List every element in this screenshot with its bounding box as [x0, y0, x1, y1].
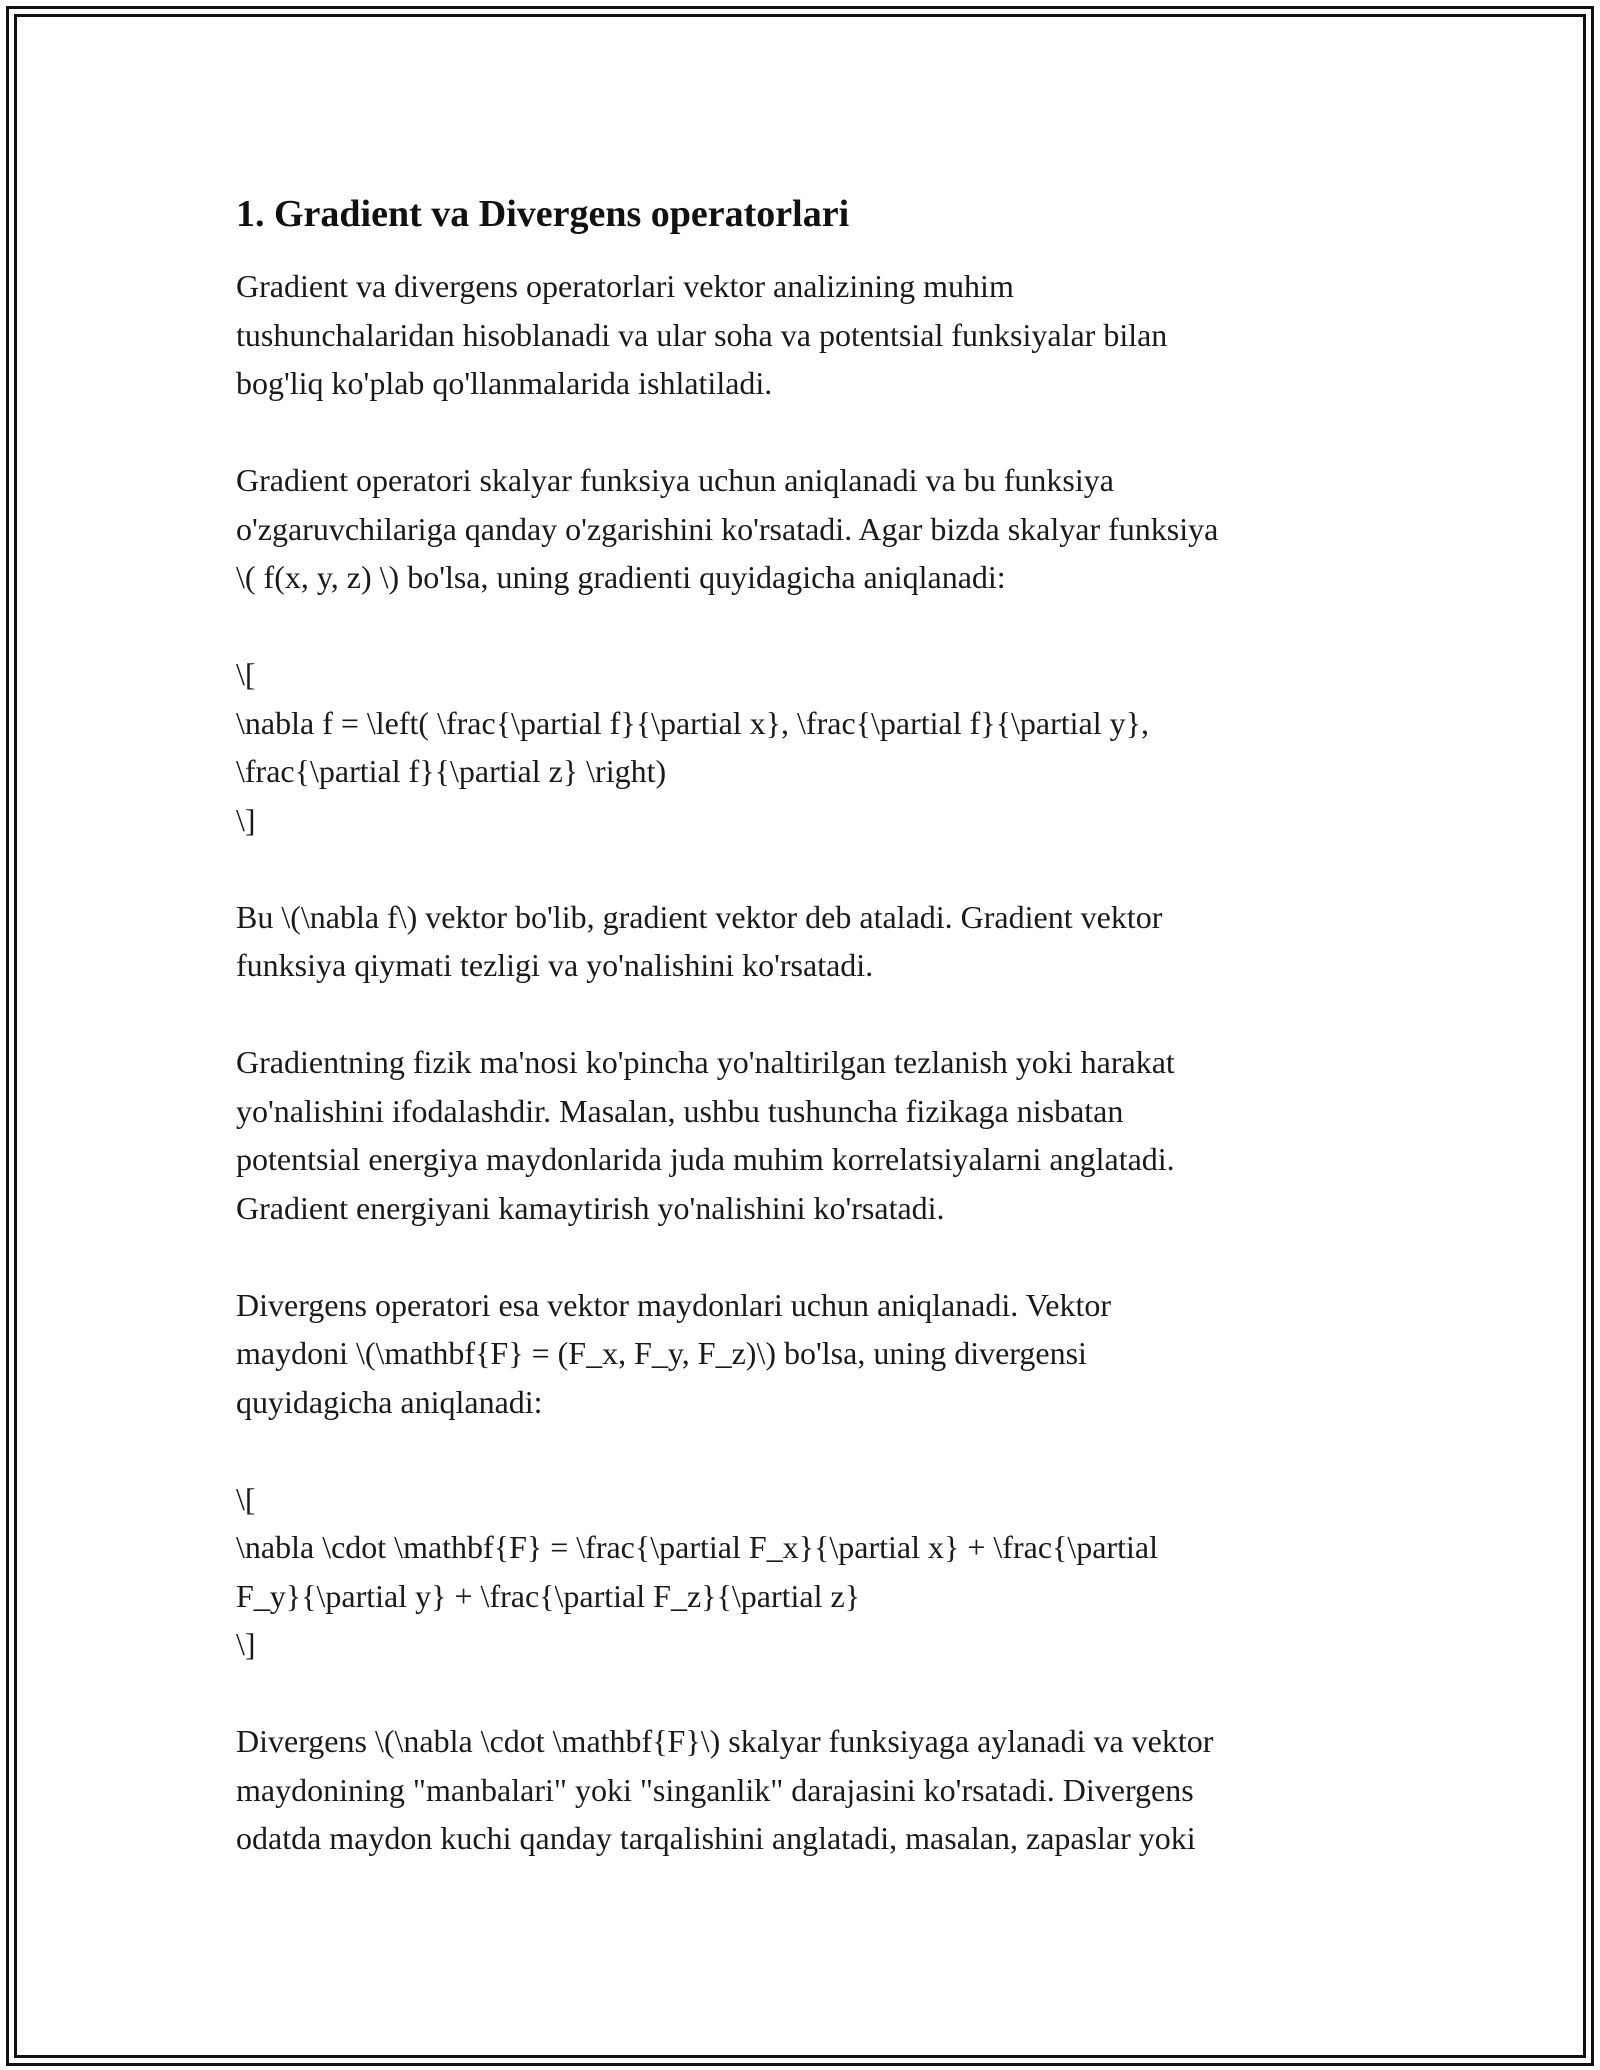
paragraph-spacer — [236, 1232, 1366, 1281]
divergence-meaning-paragraph: Divergens \(\nabla \cdot \mathbf{F}\) skalyar funksiyaga aylanadi va vektor maydonining "manbalari" yoki "singanlik" darajasini ko'rsatadi. Divergens odatda maydon kuchi qanday tarqalishini anglatadi, masalan, zapaslar yoki — [236, 1723, 1214, 1856]
gradient-physics-paragraph: Gradientning fizik ma'nosi ko'pincha yo'naltirilgan tezlanish yoki harakat yo'nalishini ifodalashdir. Masalan, ushbu tushuncha fizikaga nisbatan potentsial energiya maydonlarida juda muhim korrelatsiyalarni anglatadi. Gradient energiyani kamaytirish yo'nalishini ko'rsatadi. — [236, 1044, 1175, 1226]
paragraph-spacer — [236, 408, 1366, 457]
paragraph-spacer — [236, 844, 1366, 893]
paragraph-spacer — [236, 1426, 1366, 1475]
divergence-formula: \[ \nabla \cdot \mathbf{F} = \frac{\partial F_x}{\partial x} + \frac{\partial F_y}{\partial y} + \frac{\partial F_z}{\partial z} \] — [236, 1480, 1158, 1662]
gradient-vector-paragraph: Bu \(\nabla f\) vektor bo'lib, gradient vektor deb ataladi. Gradient vektor funksiya qiymati tezligi va yo'nalishini ko'rsatadi. — [236, 898, 1163, 983]
intro-paragraph: Gradient va divergens operatorlari vektor analizining muhim tushunchalaridan hisoblanadi va ular soha va potentsial funksiyalar bilan bog'liq ko'plab qo'llanmalarida ishlatiladi. — [236, 268, 1168, 401]
section-heading: 1. Gradient va Divergens operatorlari — [236, 193, 850, 235]
document-body — [236, 186, 1366, 1863]
divergence-definition-paragraph: Divergens operatori esa vektor maydonlari uchun aniqlanadi. Vektor maydoni \(\mathbf{F} = (F_x, F_y, F_z)\) bo'lsa, uning divergensi quyidagicha aniqlanadi: — [236, 1286, 1111, 1420]
gradient-definition-paragraph: Gradient operatori skalyar funksiya uchun aniqlanadi va bu funksiya o'zgaruvchilariga qanday o'zgarishini ko'rsatadi. Agar bizda skalyar funksiya \( f(x, y, z) \) bo'lsa, uning gradienti quyidagicha aniqlanadi: — [236, 462, 1219, 595]
paragraph-spacer — [236, 602, 1366, 651]
gradient-formula: \[ \nabla f = \left( \frac{\partial f}{\partial x}, \frac{\partial f}{\partial y}, \frac{\partial f}{\partial z} \right) \] — [236, 656, 1149, 838]
paragraph-spacer — [236, 990, 1366, 1039]
paragraph-spacer — [236, 1669, 1366, 1718]
